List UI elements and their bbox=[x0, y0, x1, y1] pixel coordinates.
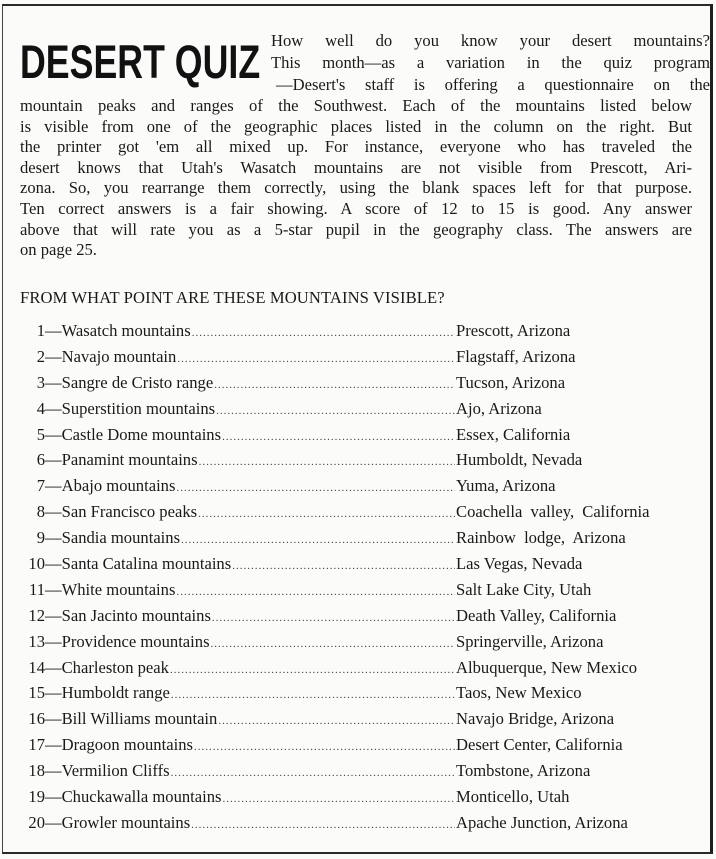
intro-line: the printer got 'em all mixed up. For instance, everyone who has traveled the bbox=[20, 137, 692, 157]
quiz-item-mountain: Sangre de Cristo range bbox=[61, 372, 214, 392]
em-dash: — bbox=[45, 424, 62, 444]
quiz-item-mountain-cell bbox=[20, 680, 455, 709]
quiz-item-mountain: Abajo mountains bbox=[61, 476, 176, 496]
quiz-item-place: Humboldt, Nevada bbox=[456, 450, 583, 470]
quiz-item-mountain: Dragoon mountains bbox=[61, 735, 193, 755]
quiz-item-mountain: Santa Catalina mountains bbox=[61, 554, 232, 574]
em-dash: — bbox=[45, 321, 62, 340]
quiz-list bbox=[20, 318, 700, 836]
quiz-item-mountain-cell bbox=[20, 732, 455, 761]
quiz-item-number: 17 bbox=[28, 735, 45, 755]
quiz-item bbox=[20, 447, 700, 473]
quiz-item-mountain: White mountains bbox=[61, 579, 176, 599]
quiz-item-place: Rainbow lodge, Arizona bbox=[456, 528, 626, 548]
em-dash: — bbox=[45, 346, 62, 366]
dot-leader bbox=[191, 813, 455, 839]
quiz-item-number: 5 bbox=[36, 424, 45, 444]
quiz-item-mountain: San Jacinto mountains bbox=[61, 605, 211, 625]
quiz-item-mountain-cell bbox=[20, 784, 455, 813]
quiz-item-number: 19 bbox=[28, 787, 45, 807]
em-dash: — bbox=[45, 657, 62, 677]
quiz-item-number: 13 bbox=[28, 631, 45, 651]
em-dash: — bbox=[45, 528, 62, 548]
quiz-item-mountain-cell bbox=[20, 551, 455, 580]
quiz-item-mountain-cell bbox=[20, 473, 455, 502]
quiz-item-number: 18 bbox=[28, 761, 45, 781]
em-dash: — bbox=[45, 554, 62, 574]
quiz-item bbox=[20, 758, 700, 784]
quiz-item-place: Coachella valley, California bbox=[456, 502, 650, 522]
quiz-item-number: 16 bbox=[28, 709, 45, 729]
quiz-item-place: Navajo Bridge, Arizona bbox=[456, 709, 615, 729]
page-title: DESERT QUIZ bbox=[20, 35, 261, 88]
quiz-item-place: Albuquerque, New Mexico bbox=[456, 657, 638, 677]
intro-line: desert knows that Utah's Wasatch mountains are not visible from Prescott, Ari- bbox=[20, 157, 692, 177]
quiz-item bbox=[20, 551, 700, 577]
intro-line: is visible from one of the geographic places listed in the column on the right. But bbox=[20, 116, 692, 136]
quiz-item bbox=[20, 629, 700, 655]
quiz-item-place: Ajo, Arizona bbox=[456, 398, 542, 418]
quiz-item-mountain-cell bbox=[20, 318, 455, 347]
em-dash: — bbox=[45, 761, 62, 781]
quiz-item-mountain: Castle Dome mountains bbox=[61, 424, 222, 444]
quiz-item-place: Essex, California bbox=[456, 424, 571, 444]
quiz-item-place: Las Vegas, Nevada bbox=[456, 554, 583, 574]
em-dash: — bbox=[45, 683, 62, 703]
em-dash: — bbox=[45, 787, 62, 807]
quiz-item-mountain-cell bbox=[20, 525, 455, 554]
intro-line: Ten correct answers is a fair showing. A score of 12 to 15 is good. Any answer bbox=[20, 198, 692, 218]
intro-line: mountain peaks and ranges of the Southwest. Each of the mountains listed below bbox=[20, 96, 692, 115]
quiz-item-mountain: Providence mountains bbox=[61, 631, 210, 651]
quiz-item-mountain-cell bbox=[20, 706, 455, 735]
quiz-item-place: Death Valley, California bbox=[456, 605, 617, 625]
quiz-item-mountain: Humboldt range bbox=[61, 683, 170, 703]
intro-line: on page 25. bbox=[20, 240, 97, 260]
quiz-item bbox=[20, 655, 700, 681]
quiz-item-mountain: Wasatch mountains bbox=[61, 321, 191, 340]
quiz-item-number: 10 bbox=[28, 554, 45, 574]
intro-line: —Desert's staff is offering a questionnaire on the bbox=[276, 75, 710, 94]
em-dash: — bbox=[45, 579, 62, 599]
quiz-item-place: Desert Center, California bbox=[456, 735, 623, 755]
quiz-item bbox=[20, 396, 700, 422]
quiz-item-mountain: Sandia mountains bbox=[61, 528, 181, 548]
quiz-item-mountain-cell bbox=[20, 629, 455, 658]
quiz-item bbox=[20, 344, 700, 370]
quiz-item-mountain: Bill Williams mountain bbox=[61, 709, 218, 729]
quiz-item bbox=[20, 422, 700, 448]
quiz-item-number: 12 bbox=[28, 605, 45, 625]
quiz-item-mountain: Vermilion Cliffs bbox=[61, 761, 170, 781]
intro-paragraph bbox=[20, 96, 692, 261]
quiz-item bbox=[20, 473, 700, 499]
em-dash: — bbox=[45, 605, 62, 625]
em-dash: — bbox=[45, 502, 62, 522]
quiz-item-mountain-cell bbox=[20, 344, 455, 373]
quiz-item-number: 2 bbox=[36, 346, 45, 366]
quiz-item-mountain: Chuckawalla mountains bbox=[61, 787, 222, 807]
quiz-item-mountain-cell bbox=[20, 655, 455, 684]
intro-line: zona. So, you rearrange them correctly, using the blank spaces left for that purpose. bbox=[20, 178, 692, 198]
quiz-item-mountain: Superstition mountains bbox=[61, 398, 216, 418]
quiz-item-mountain-cell bbox=[20, 577, 455, 606]
quiz-item-number: 11 bbox=[29, 579, 45, 599]
quiz-item bbox=[20, 499, 700, 525]
quiz-item-number: 15 bbox=[28, 683, 45, 703]
quiz-item-place: Tombstone, Arizona bbox=[456, 761, 591, 781]
quiz-item bbox=[20, 680, 700, 706]
quiz-item-place: Monticello, Utah bbox=[456, 787, 570, 807]
em-dash: — bbox=[45, 735, 62, 755]
quiz-item-place: Taos, New Mexico bbox=[456, 683, 582, 703]
em-dash: — bbox=[45, 398, 62, 418]
quiz-item-place: Apache Junction, Arizona bbox=[456, 812, 628, 832]
quiz-item-place: Flagstaff, Arizona bbox=[456, 346, 576, 366]
quiz-item-mountain: Growler mountains bbox=[61, 812, 191, 832]
quiz-item-place: Yuma, Arizona bbox=[456, 476, 556, 496]
quiz-item bbox=[20, 784, 700, 810]
em-dash: — bbox=[45, 709, 62, 729]
quiz-item-mountain-cell bbox=[20, 810, 455, 839]
quiz-item-number: 8 bbox=[36, 502, 45, 522]
quiz-item bbox=[20, 732, 700, 758]
quiz-item-mountain: Charleston peak bbox=[61, 657, 169, 677]
quiz-item-place: Tucson, Arizona bbox=[456, 372, 566, 392]
em-dash: — bbox=[45, 450, 62, 470]
quiz-item-mountain-cell bbox=[20, 603, 455, 632]
quiz-item-number: 1 bbox=[36, 321, 45, 340]
quiz-item-number: 20 bbox=[28, 812, 45, 832]
section-heading: FROM WHAT POINT ARE THESE MOUNTAINS VISIBLE? bbox=[20, 288, 445, 307]
quiz-item-mountain-cell bbox=[20, 370, 455, 399]
em-dash: — bbox=[45, 476, 62, 496]
quiz-item-number: 14 bbox=[28, 657, 45, 677]
quiz-item-place: Salt Lake City, Utah bbox=[456, 579, 592, 599]
quiz-item-mountain-cell bbox=[20, 422, 455, 451]
quiz-item-mountain-cell bbox=[20, 758, 455, 787]
quiz-item-number: 9 bbox=[36, 528, 45, 548]
em-dash: — bbox=[45, 631, 62, 651]
intro-line: This month—as a variation in the quiz program bbox=[271, 53, 710, 72]
quiz-item-place: Prescott, Arizona bbox=[456, 321, 571, 340]
em-dash: — bbox=[45, 812, 62, 832]
quiz-item-mountain-cell bbox=[20, 499, 455, 528]
quiz-item-number: 3 bbox=[36, 372, 45, 392]
quiz-item bbox=[20, 370, 700, 396]
quiz-item bbox=[20, 318, 700, 344]
quiz-item bbox=[20, 706, 700, 732]
em-dash: — bbox=[45, 372, 62, 392]
intro-line: above that will rate you as a 5-star pupil in the geography class. The answers are bbox=[20, 219, 692, 239]
quiz-item-mountain: Panamint mountains bbox=[61, 450, 198, 470]
quiz-item-number: 4 bbox=[36, 398, 45, 418]
quiz-item-mountain: Navajo mountain bbox=[61, 346, 177, 366]
intro-paragraph-top bbox=[271, 30, 710, 96]
quiz-item-mountain-cell bbox=[20, 447, 455, 476]
quiz-item bbox=[20, 603, 700, 629]
quiz-item-mountain-cell bbox=[20, 396, 455, 425]
quiz-item-number: 7 bbox=[36, 476, 45, 496]
intro-line: How well do you know your desert mountains? bbox=[271, 31, 710, 50]
quiz-item bbox=[20, 810, 700, 836]
quiz-item-place: Springerville, Arizona bbox=[456, 631, 604, 651]
quiz-item-number: 6 bbox=[36, 450, 45, 470]
quiz-item-mountain: San Francisco peaks bbox=[61, 502, 198, 522]
quiz-item bbox=[20, 525, 700, 551]
quiz-item bbox=[20, 577, 700, 603]
